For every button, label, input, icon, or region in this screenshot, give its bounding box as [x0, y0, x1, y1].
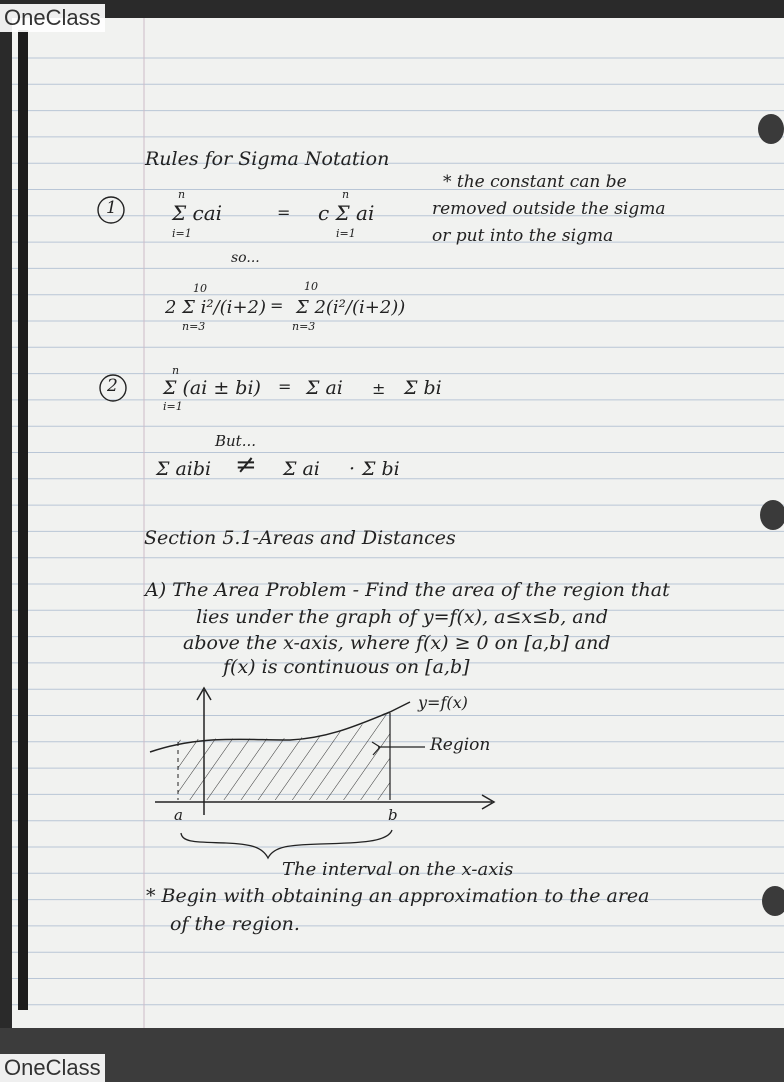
rule-1-note-line-1: * the constant can be — [443, 172, 627, 192]
rule-1-rhs: c Σ ai — [318, 201, 375, 225]
example-rhs: Σ 2(i²/(i+2)) — [296, 297, 406, 318]
rule-2-ne-rhs1: Σ ai — [283, 458, 320, 480]
rule-1-rhs-upper: n — [342, 188, 350, 201]
area-problem-line-2: lies under the graph of y=f(x), a≤x≤b, and — [196, 606, 609, 628]
example-lhs-upper: 10 — [193, 282, 207, 295]
interval-brace — [181, 830, 392, 858]
example-rhs-upper: 10 — [304, 280, 318, 293]
punch-hole — [758, 114, 784, 144]
rule-1-rhs-lower: i=1 — [336, 227, 356, 240]
rule-2-number: 2 — [107, 376, 118, 396]
shaded-region — [178, 713, 390, 800]
example-equals: = — [270, 296, 284, 315]
oneclass-watermark-top: OneClass — [0, 4, 105, 32]
rule-2-rhs2: Σ bi — [404, 377, 442, 399]
b-label: b — [388, 806, 398, 824]
closing-line-2: of the region. — [170, 913, 300, 935]
rule-2-rhs1: Σ ai — [306, 377, 343, 399]
rule-1-lhs-lower: i=1 — [172, 227, 192, 240]
rule-1-so: so... — [231, 250, 260, 266]
area-problem-line-4: f(x) is continuous on [a,b] — [223, 656, 470, 678]
rule-2-dot: · — [349, 458, 356, 480]
closing-line-1: * Begin with obtaining an approximation to the area — [146, 885, 650, 907]
rule-2-but: But... — [215, 432, 257, 450]
punch-hole — [760, 500, 784, 530]
area-problem-line-3: above the x-axis, where f(x) ≥ 0 on [a,b] and — [183, 632, 611, 654]
area-graph — [0, 680, 784, 920]
rule-1-equals: = — [277, 203, 291, 222]
scan-shadow — [0, 1028, 784, 1082]
rule-2-equals: = — [278, 377, 292, 396]
example-rhs-lower: n=3 — [292, 320, 316, 333]
rule-1-note-line-3: or put into the sigma — [432, 226, 614, 246]
interval-label: The interval on the x-axis — [282, 859, 514, 880]
oneclass-watermark-bottom: OneClass — [0, 1054, 105, 1082]
sigma-rules-heading: Rules for Sigma Notation — [145, 148, 390, 170]
rule-2-ne-rhs2: Σ bi — [362, 458, 400, 480]
rule-2-pm: ± — [372, 379, 386, 398]
curve-label: y=f(x) — [418, 693, 468, 712]
rule-2-upper: n — [172, 364, 180, 377]
rule-1-note-line-2: removed outside the sigma — [432, 199, 666, 219]
region-label: Region — [430, 735, 491, 755]
rule-2-lower: i=1 — [163, 400, 183, 413]
section-title: Section 5.1-Areas and Distances — [144, 527, 456, 549]
rule-1-number: 1 — [106, 198, 117, 218]
example-lhs: 2 Σ i²/(i+2) — [165, 297, 266, 318]
area-problem-line-1: A) The Area Problem - Find the area of the region that — [145, 579, 670, 601]
rule-2-lhs: Σ (ai ± bi) — [163, 377, 261, 399]
rule-2-ne-lhs: Σ aibi — [156, 458, 212, 480]
rule-2-ne-sign: ≠ — [235, 450, 257, 480]
example-lhs-lower: n=3 — [182, 320, 206, 333]
rule-1-lhs-upper: n — [178, 188, 186, 201]
a-label: a — [174, 806, 183, 824]
rule-1-lhs: Σ cai — [172, 201, 223, 225]
